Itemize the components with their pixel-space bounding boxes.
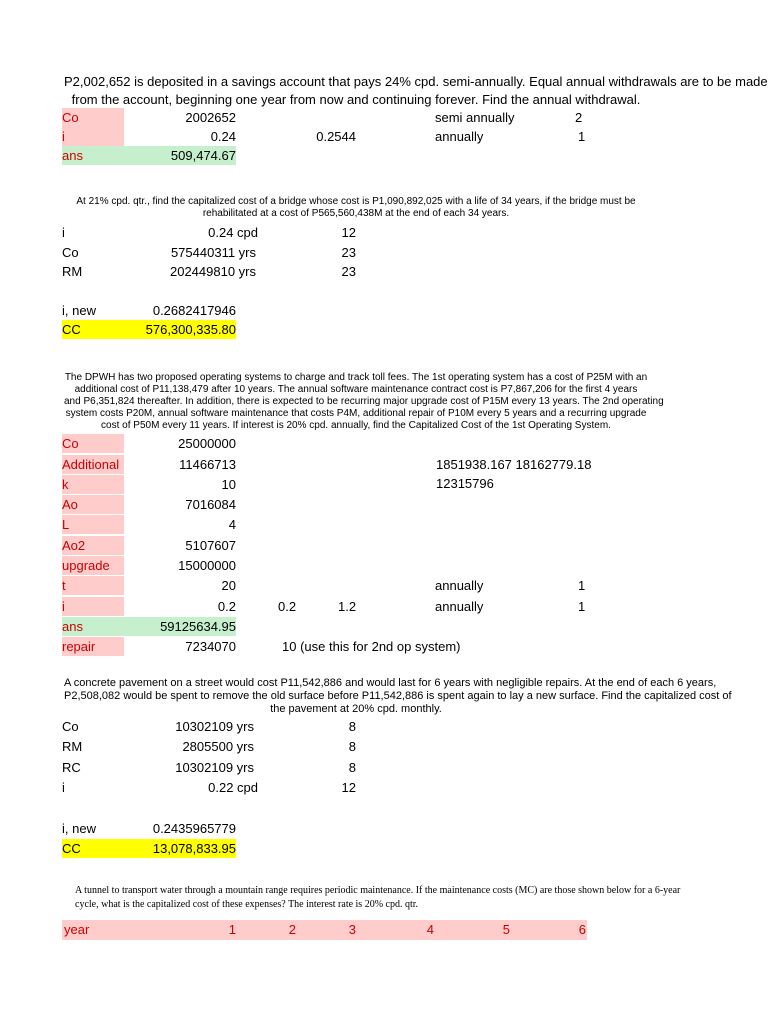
year-cell[interactable]: 3	[348, 922, 356, 937]
effective-rate[interactable]: 0.2544	[316, 129, 356, 144]
value-co[interactable]: 2002652	[185, 110, 236, 125]
label-upgrade[interactable]: upgrade	[62, 556, 124, 575]
label-co[interactable]: Co	[62, 108, 124, 127]
periods-value[interactable]: 12	[341, 225, 356, 240]
periods-value[interactable]: 1	[578, 129, 586, 144]
periods-value[interactable]: 1	[578, 599, 586, 614]
year-cell[interactable]: 6	[578, 922, 586, 937]
rate-value[interactable]: 0.2	[278, 599, 297, 614]
value-i[interactable]: 0.22 cpd	[208, 780, 258, 795]
problem-text-line: P2,002,652 is deposited in a savings account that pays 24% cpd. semi-annually. Equal annual withdrawals are to be made	[64, 74, 768, 89]
problem-text-line: cycle, what is the capitalized cost of these expenses? The interest rate is 20% cpd. qtr.	[75, 899, 419, 910]
problem-text-line: from the account, beginning one year from now and continuing forever. Find the annual withdrawal.	[71, 92, 641, 107]
label-cc[interactable]: CC	[62, 320, 124, 339]
problem-5-text	[75, 884, 681, 912]
years-value[interactable]: 23	[341, 245, 356, 260]
years-value[interactable]: 8	[348, 719, 356, 734]
label-ao2[interactable]: Ao2	[62, 536, 124, 555]
capitalized-cost-value[interactable]: 13,078,833.95	[124, 839, 236, 858]
value-i[interactable]: 0.2	[217, 599, 236, 614]
problem-4-text	[64, 677, 732, 716]
label-i-new[interactable]: i, new	[62, 821, 96, 836]
value-i-new[interactable]: 0.2435965779	[152, 821, 236, 836]
label-co[interactable]: Co	[62, 434, 124, 453]
value-rm[interactable]: 202449810 yrs	[169, 264, 256, 279]
compounding-label[interactable]: annually	[435, 599, 484, 614]
problem-text-line: and P6,351,824 thereafter. In addition, there is expected to be recurring major upgrade cost of P15M every 13 years. The 2nd operating	[64, 396, 664, 407]
value-i[interactable]: 0.24 cpd	[208, 225, 258, 240]
repair-note[interactable]: 10 (use this for 2nd op system)	[282, 639, 461, 654]
label-i[interactable]: i	[62, 225, 65, 240]
capitalized-cost-value[interactable]: 576,300,335.80	[124, 320, 236, 339]
value-co[interactable]: 10302109 yrs	[175, 719, 254, 734]
label-cc[interactable]: CC	[62, 839, 124, 858]
problem-text-line: P2,508,082 would be spent to remove the old surface before P11,542,886 is spent again to lay a new surface. Find the capitalized cost of	[64, 690, 732, 702]
label-ao[interactable]: Ao	[62, 495, 124, 514]
value-i[interactable]: 0.24	[210, 129, 236, 144]
label-ans[interactable]: ans	[62, 617, 124, 636]
year-cell[interactable]: 5	[502, 922, 510, 937]
problem-text-line: the pavement at 20% cpd. monthly.	[270, 703, 442, 715]
label-rc[interactable]: RC	[62, 760, 81, 775]
compounding-label[interactable]: semi annually	[435, 110, 515, 125]
label-t[interactable]: t	[62, 576, 124, 595]
label-ans[interactable]: ans	[62, 146, 124, 165]
label-i-new[interactable]: i, new	[62, 303, 96, 318]
value-k[interactable]: 10	[221, 477, 236, 492]
label-rm[interactable]: RM	[62, 264, 83, 279]
problem-text-line: A concrete pavement on a street would cost P11,542,886 and would last for 6 years with negligible repairs. At the end of each 6 years,	[64, 677, 717, 689]
year-cell[interactable]: 1	[228, 922, 236, 937]
years-value[interactable]: 8	[348, 760, 356, 775]
label-co[interactable]: Co	[62, 719, 79, 734]
problem-text-line: rehabilitated at a cost of P565,560,438M at the end of each 34 years.	[202, 208, 510, 219]
side-values[interactable]: 1851938.167 18162779.18 12315796	[436, 457, 592, 491]
years-value[interactable]: 8	[348, 739, 356, 754]
periods-value[interactable]: 12	[341, 780, 356, 795]
answer-value[interactable]: 509,474.67	[124, 146, 236, 165]
problem-text-line: The DPWH has two proposed operating systems to charge and track toll fees. The 1st operating system has a cost of P25M with an	[64, 372, 648, 383]
label-co[interactable]: Co	[62, 245, 79, 260]
value-additional[interactable]: 11466713	[179, 457, 236, 472]
label-i[interactable]: i	[62, 597, 124, 616]
problem-text-line: cost of P50M every 11 years. If interest is 20% cpd. annually, find the Capitalized Cost of the 1st Operating System.	[101, 420, 611, 431]
problem-text-line: system costs P20M, annual software maintenance that costs P4M, additional repair of P10M every 5 years and a recurring upgrade	[65, 408, 647, 419]
label-year[interactable]: year	[64, 922, 90, 937]
year-cell[interactable]: 2	[288, 922, 296, 937]
problem-text-line: additional cost of P11,138,479 after 10 years. The annual software maintenance contract cost is P7,867,206 for the first 4 years	[74, 384, 638, 395]
label-additional[interactable]: Additional	[62, 455, 124, 474]
value-co[interactable]: 25000000	[178, 436, 236, 451]
label-rm[interactable]: RM	[62, 739, 83, 754]
value-upgrade[interactable]: 15000000	[178, 558, 236, 573]
year-cell[interactable]: 4	[426, 922, 434, 937]
value-co[interactable]: 575440311 yrs	[170, 245, 256, 260]
periods-value[interactable]: 2	[575, 110, 583, 125]
problem-2-text	[64, 196, 648, 220]
compounding-label[interactable]: annually	[435, 129, 484, 144]
value-rm[interactable]: 2805500 yrs	[182, 739, 254, 754]
label-i[interactable]: i	[62, 127, 124, 146]
value-i-new[interactable]: 0.2682417946	[152, 303, 236, 318]
problem-text-line: A tunnel to transport water through a mountain range requires periodic maintenance. If the maintenance costs (MC) are those shown below for a 6-year	[75, 885, 681, 896]
problem-3-text	[64, 372, 664, 432]
label-i[interactable]: i	[62, 780, 65, 795]
value-repair[interactable]: 7234070	[185, 639, 236, 654]
problem-text-line: At 21% cpd. qtr., find the capitalized cost of a bridge whose cost is P1,090,892,025 with a life of 34 years, if the bridge must be	[76, 196, 636, 207]
years-value[interactable]: 23	[341, 264, 356, 279]
value-l[interactable]: 4	[228, 517, 236, 532]
label-l[interactable]: L	[62, 515, 124, 534]
label-k[interactable]: k	[62, 475, 124, 494]
value-ao2[interactable]: 5107607	[185, 538, 236, 553]
periods-value[interactable]: 1	[578, 578, 586, 593]
problem-1-text	[64, 73, 768, 109]
value-rc[interactable]: 10302109 yrs	[175, 760, 254, 775]
answer-value[interactable]: 59125634.95	[124, 617, 236, 636]
label-repair[interactable]: repair	[62, 637, 124, 656]
value-ao[interactable]: 7016084	[185, 497, 236, 512]
compounding-label[interactable]: annually	[435, 578, 484, 593]
factor-value[interactable]: 1.2	[338, 599, 357, 614]
value-t[interactable]: 20	[221, 578, 236, 593]
